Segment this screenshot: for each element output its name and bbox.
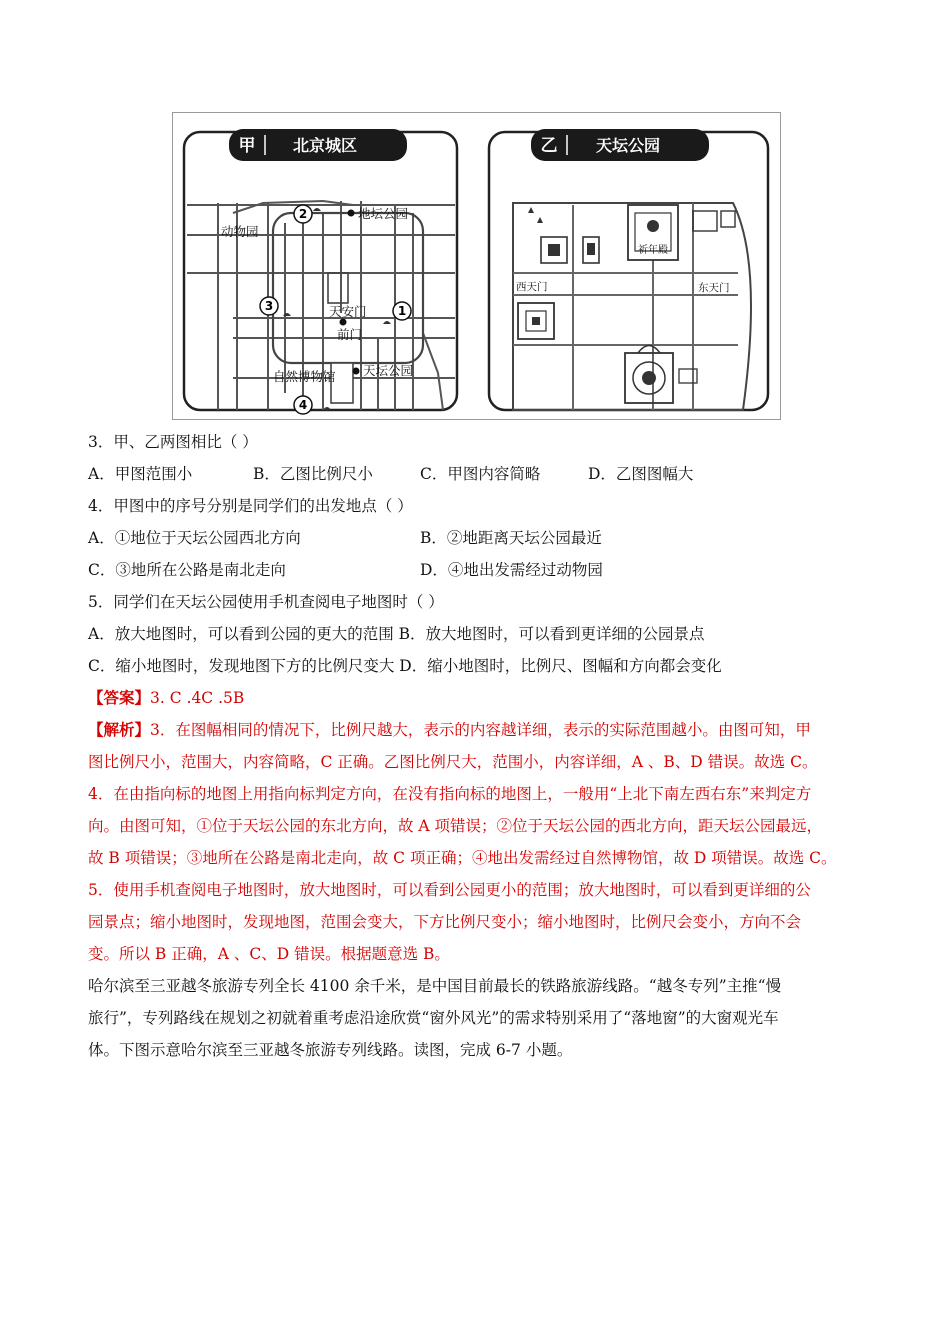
- passage-line-2: 旅行”，专列路线在规划之初就着重考虑沿途欣赏“窗外风光”的需求特别采用了“落地窗”的大窗观光车: [88, 1009, 779, 1027]
- map-b-tag: 乙: [540, 136, 558, 156]
- analysis-line-4: 向。由图可知，①位于天坛公园的东北方向，故 A 项错误；②位于天坛公园的西北方向，距天坛公园最远，: [88, 817, 823, 835]
- number-1-label: 1: [397, 304, 407, 318]
- q5-stem: 5．同学们在天坛公园使用手机查阅电子地图时（ ）: [88, 593, 444, 611]
- q3-option-a[interactable]: A．甲图范围小: [88, 465, 193, 483]
- number-4-label: 4: [298, 398, 308, 412]
- analysis-line-5: 故 B 项错误；③地所在公路是南北走向，故 C 项正确；④地出发需经过自然博物馆，故 D 项错误。故选 C。: [88, 849, 837, 867]
- q3-stem: 3．甲、乙两图相比（ ）: [88, 433, 258, 451]
- qiniandian-label: 祈年殿: [638, 245, 668, 256]
- map-a: [184, 129, 457, 414]
- q4-option-d[interactable]: D．④地出发需经过动物园: [420, 561, 603, 579]
- west-gate-label: 西天门: [516, 281, 548, 293]
- museum-label: 自然博物馆: [273, 369, 336, 384]
- map-figure-svg: [173, 113, 780, 419]
- analysis-line-1: [88, 720, 811, 740]
- answer-line: [88, 688, 244, 708]
- passage-line-1: 哈尔滨至三亚越冬旅游专列全长 4100 余千米，是中国目前最长的铁路旅游线路。“越冬专列”主推“慢: [88, 977, 782, 995]
- tiananmen-marker: [340, 319, 347, 326]
- map-b: [489, 129, 768, 410]
- map-b-frame: [489, 132, 768, 410]
- map-b-title: 天坛公园: [595, 136, 661, 155]
- q4-option-c[interactable]: C．③地所在公路是南北走向: [88, 561, 286, 579]
- q3-option-d[interactable]: D．乙图图幅大: [588, 465, 694, 483]
- passage-line-3: 体。下图示意哈尔滨至三亚越冬旅游专列线路。读图，完成 6-7 小题。: [88, 1041, 573, 1059]
- q5-options-cd[interactable]: C．缩小地图时，发现地图下方的比例尺变大 D．缩小地图时，比例尺、图幅和方向都会变化: [88, 657, 722, 675]
- number-2-label: 2: [298, 207, 308, 221]
- map-a-tag: 甲: [238, 136, 256, 156]
- answer-tag: 【答案】: [88, 688, 151, 707]
- q3-option-b[interactable]: B．乙图比例尺小: [253, 465, 373, 483]
- map-figure: [172, 112, 781, 420]
- number-3-label: 3: [264, 299, 274, 313]
- q3-option-c[interactable]: C．甲图内容简略: [420, 465, 541, 483]
- analysis-line-2: 图比例尺小，范围大，内容简略，C 正确。乙图比例尺大，范围小，内容详细，A 、B、D 错误。故选 C。: [88, 753, 818, 771]
- q4-option-b[interactable]: B．②地距离天坛公园最近: [420, 529, 602, 547]
- q4-option-a[interactable]: A．①地位于天坛公园西北方向: [88, 529, 301, 547]
- tiantan-label: 天坛公园: [363, 363, 414, 378]
- analysis-text-1: 3．在图幅相同的情况下，比例尺越大，表示的内容越详细，表示的实际范围越小。由图可知，甲: [150, 721, 811, 739]
- tiananmen-label: 天安门: [329, 304, 367, 319]
- analysis-line-3: 4．在由指向标的地图上用指向标判定方向，在没有指向标的地图上，一般用“上北下南左西右东”来判定方: [88, 785, 812, 803]
- analysis-tag: 【解析】: [88, 720, 151, 739]
- map-a-title: 北京城区: [292, 136, 358, 155]
- answer-text: 3. C .4C .5B: [150, 689, 245, 707]
- ditan-marker: [348, 210, 355, 217]
- zoo-label: 动物园: [221, 224, 259, 239]
- east-gate-label: 东天门: [698, 282, 730, 294]
- tiantan-marker: [353, 368, 360, 375]
- analysis-line-8: 变。所以 B 正确，A 、C、D 错误。根据题意选 B。: [88, 945, 450, 963]
- ditan-label: 地坛公园: [358, 206, 409, 221]
- qianmen-label: 前门: [337, 327, 363, 342]
- analysis-line-7: 园景点；缩小地图时，发现地图，范围会变大，下方比例尺变小；缩小地图时，比例尺会变小，方向不会: [88, 913, 802, 931]
- q4-stem: 4．甲图中的序号分别是同学们的出发地点（ ）: [88, 497, 413, 515]
- q5-options-ab[interactable]: A．放大地图时，可以看到公园的更大的范围 B．放大地图时，可以看到更详细的公园景点: [88, 625, 705, 643]
- analysis-line-6: 5．使用手机查阅电子地图时，放大地图时，可以看到公园更小的范围；放大地图时，可以看到更详细的公: [88, 881, 811, 899]
